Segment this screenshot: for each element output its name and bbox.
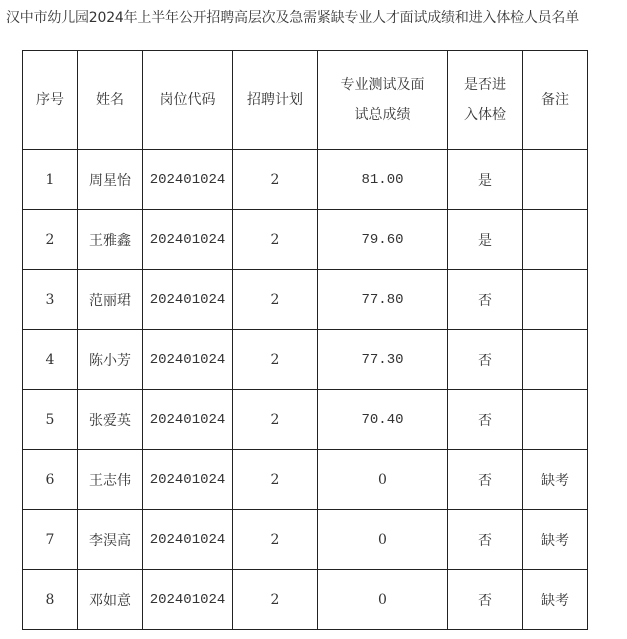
cell-remark: 缺考 [523, 510, 588, 570]
cell-exam: 是 [448, 210, 523, 270]
cell-name: 李淏高 [78, 510, 143, 570]
cell-plan: 2 [233, 270, 318, 330]
cell-score: 0 [318, 510, 448, 570]
cell-plan: 2 [233, 330, 318, 390]
header-remark: 备注 [523, 51, 588, 150]
table-header-row [23, 51, 588, 150]
cell-seq: 6 [23, 450, 78, 510]
results-table [22, 50, 588, 630]
header-score [318, 51, 448, 150]
cell-post-code: 202401024 [143, 570, 233, 630]
cell-remark: 缺考 [523, 450, 588, 510]
cell-seq: 3 [23, 270, 78, 330]
header-exam-line1: 是否进 [464, 77, 506, 93]
header-exam-line2: 入体检 [464, 107, 506, 123]
cell-post-code: 202401024 [143, 270, 233, 330]
cell-plan: 2 [233, 510, 318, 570]
table-row [23, 150, 588, 210]
header-seq: 序号 [23, 51, 78, 150]
cell-plan: 2 [233, 390, 318, 450]
cell-plan: 2 [233, 570, 318, 630]
cell-exam: 否 [448, 510, 523, 570]
cell-name: 范丽珺 [78, 270, 143, 330]
header-plan: 招聘计划 [233, 51, 318, 150]
table-row [23, 270, 588, 330]
cell-score: 77.30 [318, 330, 448, 390]
cell-remark: 缺考 [523, 570, 588, 630]
cell-plan: 2 [233, 450, 318, 510]
cell-exam: 否 [448, 270, 523, 330]
cell-name: 周星怡 [78, 150, 143, 210]
table-row [23, 510, 588, 570]
cell-exam: 否 [448, 390, 523, 450]
cell-score: 81.00 [318, 150, 448, 210]
cell-name: 王志伟 [78, 450, 143, 510]
header-exam [448, 51, 523, 150]
cell-score: 0 [318, 570, 448, 630]
cell-score: 77.80 [318, 270, 448, 330]
cell-post-code: 202401024 [143, 330, 233, 390]
cell-name: 陈小芳 [78, 330, 143, 390]
cell-remark [523, 210, 588, 270]
cell-exam: 否 [448, 570, 523, 630]
cell-exam: 否 [448, 330, 523, 390]
table-row [23, 210, 588, 270]
cell-post-code: 202401024 [143, 210, 233, 270]
header-post-code: 岗位代码 [143, 51, 233, 150]
cell-exam: 否 [448, 450, 523, 510]
cell-remark [523, 150, 588, 210]
table-row [23, 390, 588, 450]
cell-plan: 2 [233, 210, 318, 270]
cell-seq: 2 [23, 210, 78, 270]
table-row [23, 330, 588, 390]
cell-name: 张爱英 [78, 390, 143, 450]
header-name: 姓名 [78, 51, 143, 150]
page-title: 汉中市幼儿园2024年上半年公开招聘高层次及急需紧缺专业人才面试成绩和进入体检人员名单 [6, 10, 580, 26]
header-score-line2: 试总成绩 [354, 107, 411, 123]
cell-post-code: 202401024 [143, 150, 233, 210]
cell-seq: 1 [23, 150, 78, 210]
cell-remark [523, 390, 588, 450]
cell-exam: 是 [448, 150, 523, 210]
cell-seq: 5 [23, 390, 78, 450]
cell-plan: 2 [233, 150, 318, 210]
cell-seq: 4 [23, 330, 78, 390]
cell-seq: 8 [23, 570, 78, 630]
cell-name: 邓如意 [78, 570, 143, 630]
cell-score: 79.60 [318, 210, 448, 270]
cell-remark [523, 330, 588, 390]
cell-score: 0 [318, 450, 448, 510]
cell-name: 王雅鑫 [78, 210, 143, 270]
cell-post-code: 202401024 [143, 450, 233, 510]
cell-remark [523, 270, 588, 330]
header-score-line1: 专业测试及面 [340, 77, 425, 93]
table-row [23, 570, 588, 630]
cell-post-code: 202401024 [143, 390, 233, 450]
table-row [23, 450, 588, 510]
cell-score: 70.40 [318, 390, 448, 450]
cell-post-code: 202401024 [143, 510, 233, 570]
cell-seq: 7 [23, 510, 78, 570]
